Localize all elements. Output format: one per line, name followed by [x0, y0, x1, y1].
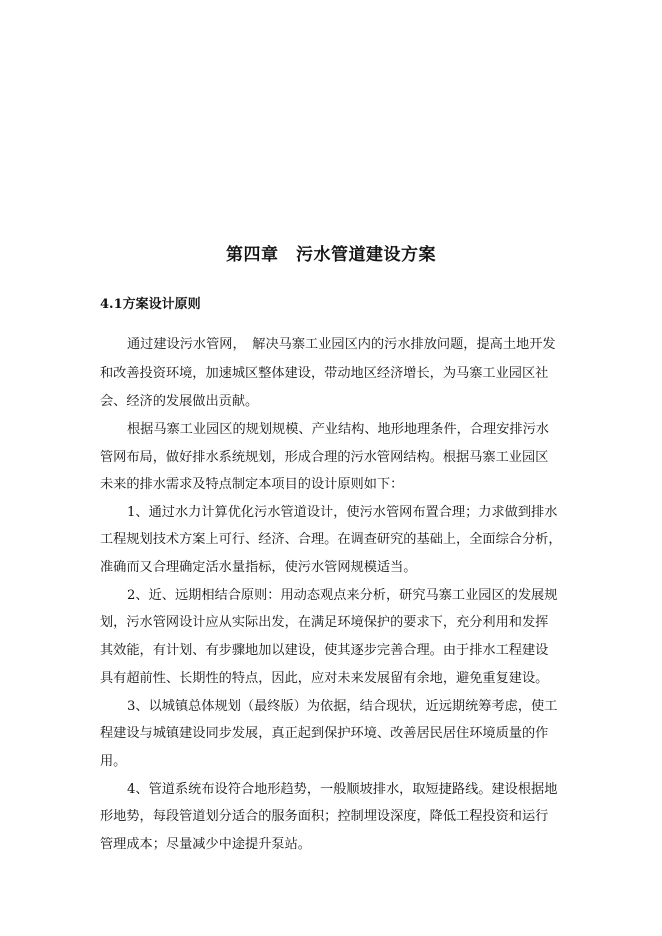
paragraph-5-line-2: 程建设与城镇建设同步发展，真正起到保护环境、改善居民居住环境质量的作: [100, 726, 549, 741]
paragraph-6-line-1: 4、管道系统布设符合地形趋势，一般顺坡排水，取短捷路线。建设根据地: [127, 782, 558, 797]
paragraph-2-line-3: 未来的排水需求及特点制定本项目的设计原则如下：: [100, 477, 404, 492]
paragraph-4-line-2: 划，污水管网设计应从实际出发，在满足环境保护的要求下，充分利用和发挥: [100, 615, 549, 630]
paragraph-3-line-1: 1、通过水力计算优化污水管道设计，使污水管网布置合理；力求做到排水: [127, 505, 558, 520]
paragraph-2-line-2: 管网布局，做好排水系统规划，形成合理的污水管网结构。根据马寨工业园区: [100, 450, 549, 465]
paragraph-1-line-3: 会、经济的发展做出贡献。: [100, 394, 259, 409]
paragraph-4-line-3: 其效能，有计划、有步骤地加以建设，使其逐步完善合理。由于排水工程建设: [100, 643, 549, 658]
paragraph-5-line-3: 用。: [100, 754, 127, 769]
paragraph-6-line-3: 管理成本；尽量减少中途提升泵站。: [100, 837, 311, 852]
paragraph-6-line-2: 形地势，每段管道划分适合的服务面积；控制埋设深度，降低工程投资和运行: [100, 809, 549, 824]
paragraph-1-line-1: 通过建设污水管网， 解决马寨工业园区内的污水排放问题，提高土地开发: [127, 337, 556, 352]
paragraph-1-line-2: 和改善投资环境，加速城区整体建设，带动地区经济增长，为马寨工业园区社: [100, 366, 549, 381]
paragraph-5-line-1: 3、以城镇总体规划（最终版）为依据，结合现状，近远期统筹考虑，使工: [127, 699, 558, 714]
paragraph-4-line-1: 2、近、远期相结合原则：用动态观点来分析，研究马寨工业园区的发展规: [127, 588, 558, 603]
paragraph-3-line-2: 工程规划技术方案上可行、经济、合理。在调查研究的基础上，全面综合分析，: [100, 532, 562, 547]
chapter-title: 第四章 污水管道建设方案: [226, 245, 436, 265]
paragraph-3-line-3: 准确而又合理确定活水量指标，使污水管网规模适当。: [100, 560, 417, 575]
paragraph-2-line-1: 根据马寨工业园区的规划规模、产业结构、地形地理条件，合理安排污水: [127, 422, 549, 437]
paragraph-4-line-4: 具有超前性、长期性的特点，因此，应对未来发展留有余地，避免重复建设。: [100, 671, 549, 686]
section-heading: 4.1方案设计原则: [100, 297, 201, 312]
